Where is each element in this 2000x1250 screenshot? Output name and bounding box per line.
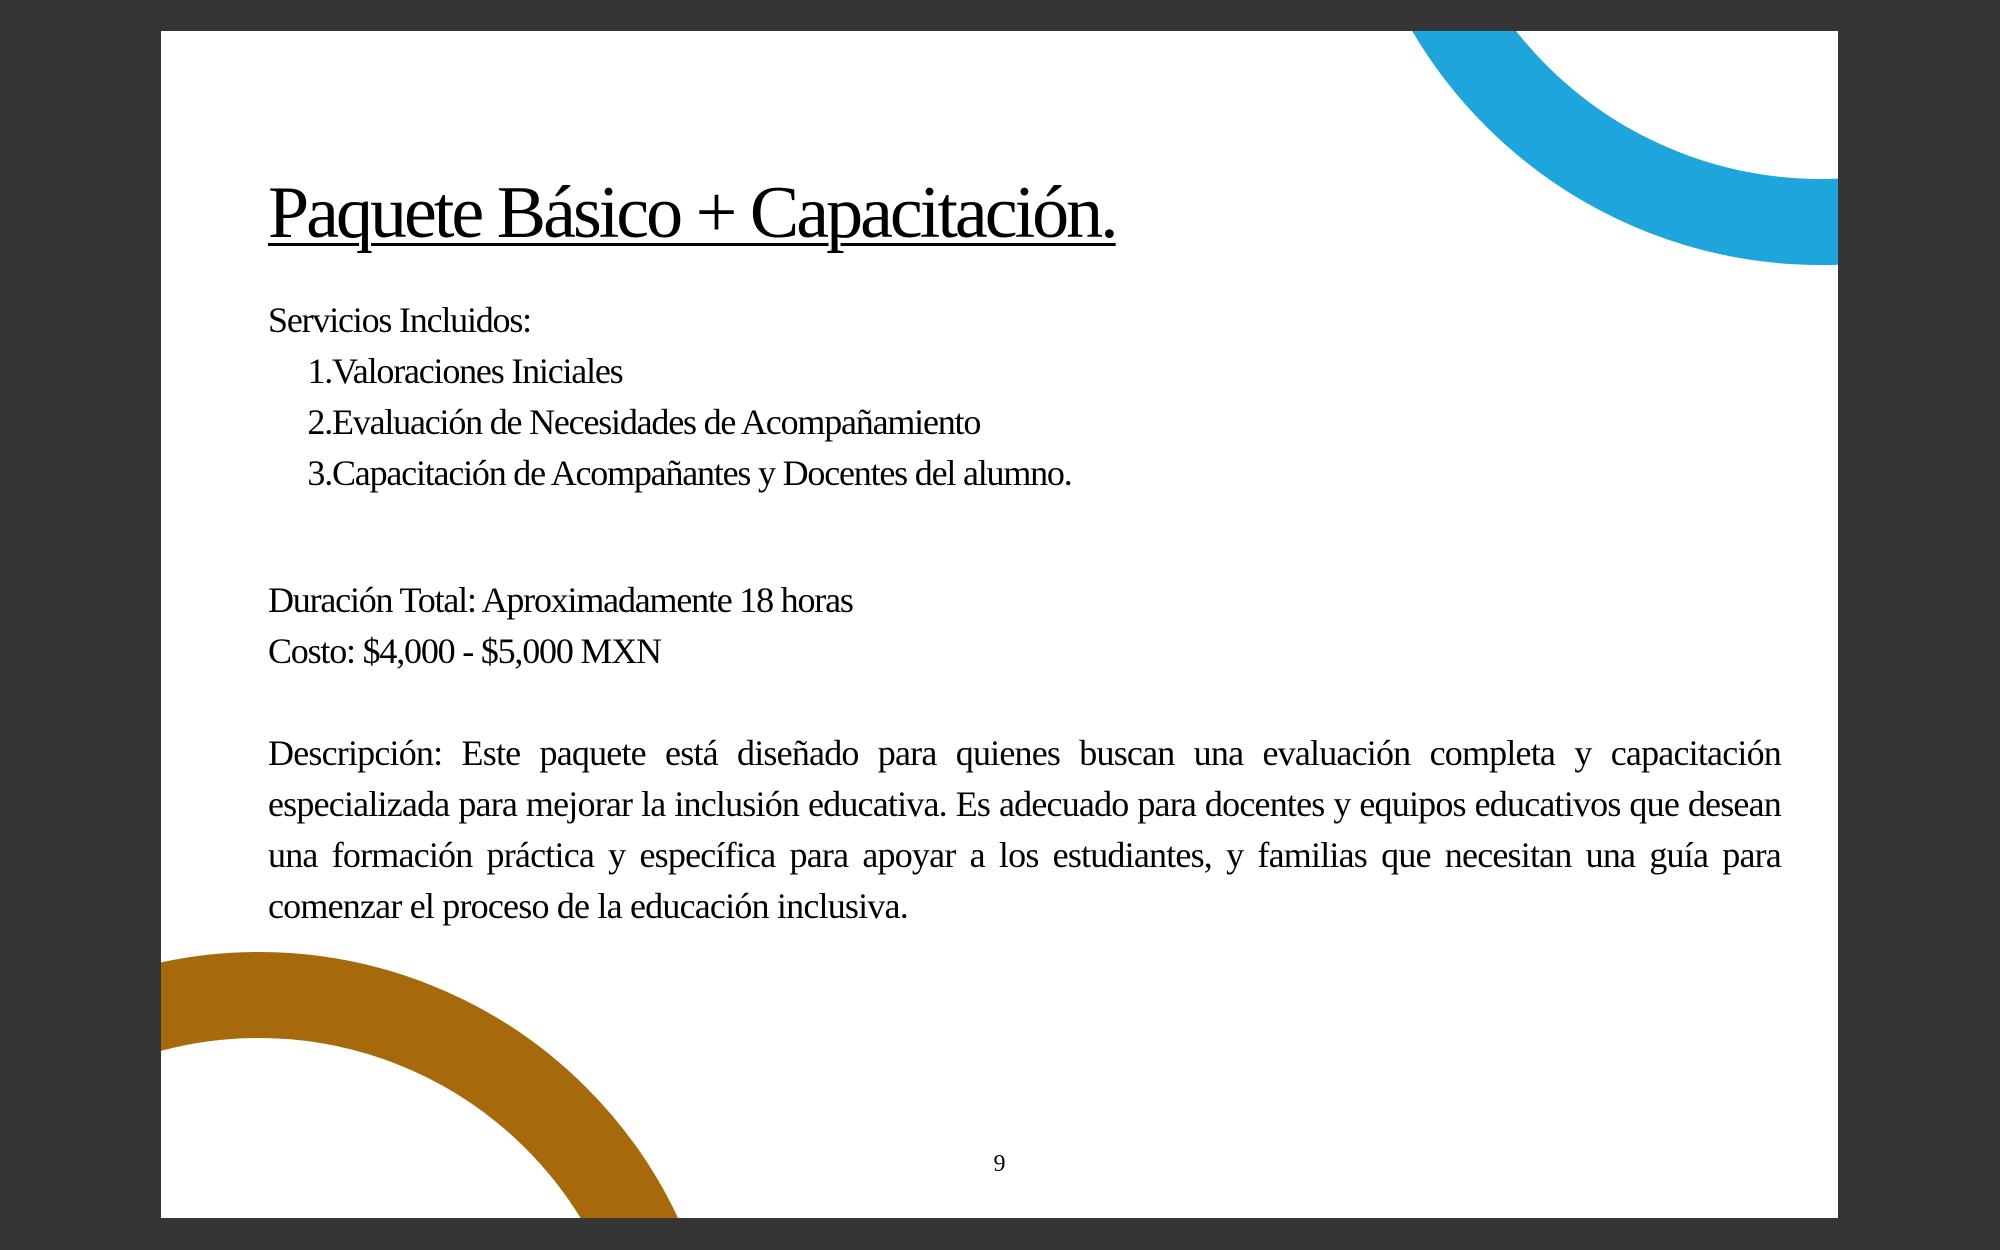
list-item-number: 3. bbox=[307, 453, 332, 493]
services-label: Servicios Incluidos: bbox=[268, 300, 531, 340]
duration-text: Duración Total: Aproximadamente 18 horas bbox=[268, 580, 853, 620]
list-item-number: 1. bbox=[307, 351, 332, 391]
list-item-text: Evaluación de Necesidades de Acompañamiento bbox=[332, 402, 981, 442]
list-item-number: 2. bbox=[307, 402, 332, 442]
page-number: 9 bbox=[993, 1151, 1006, 1177]
document-page bbox=[161, 31, 1838, 1218]
cost-text: Costo: $4,000 - $5,000 MXN bbox=[268, 631, 661, 671]
list-item-text: Valoraciones Iniciales bbox=[332, 351, 623, 391]
list-item bbox=[268, 346, 1072, 397]
services-list bbox=[268, 346, 1072, 499]
page-title: Paquete Básico + Capacitación. bbox=[268, 172, 1116, 254]
brown-arc-decoration bbox=[161, 995, 679, 1218]
list-item bbox=[268, 448, 1072, 499]
description-paragraph: Descripción: Este paquete está diseñado para quienes buscan una evaluación completa y capacitación especializada para mejorar la inclusión educativa. Es adecuado para docentes y equipos educativos que desean una formación práctica y específica para apoyar a los estudiantes, y familias que necesitan una guía para comenzar el proceso de la educación inclusiva. bbox=[268, 733, 1781, 926]
list-item-text: Capacitación de Acompañantes y Docentes del alumno. bbox=[332, 453, 1072, 493]
list-item bbox=[268, 397, 1072, 448]
blue-arc-decoration bbox=[1390, 31, 1838, 222]
